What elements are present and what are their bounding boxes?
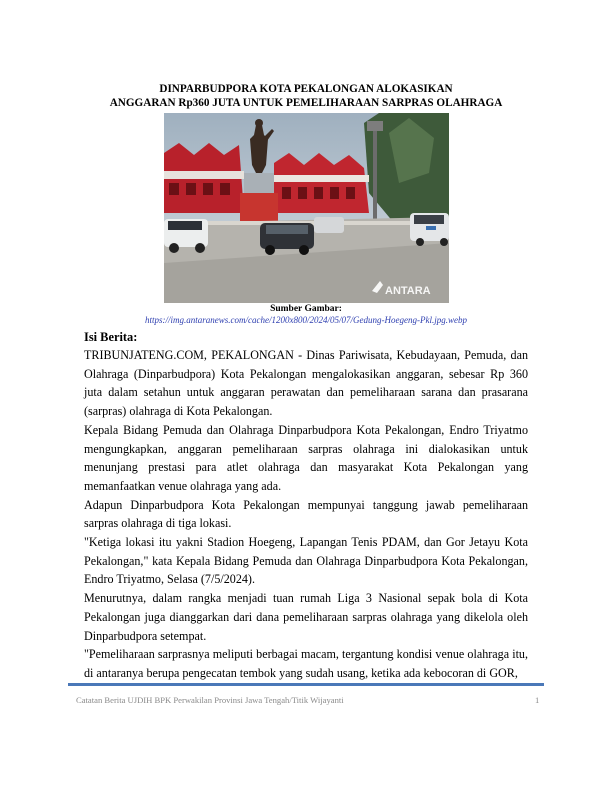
footer-text: Catatan Berita UJDIH BPK Perwakilan Provinsi Jawa Tengah/Titik Wijayanti [76, 695, 344, 705]
paragraph: TRIBUNJATENG.COM, PEKALONGAN - Dinas Pariwisata, Kebudayaan, Pemuda, dan Olahraga (Dinparbudpora) Kota Pekalongan mengalokasikan anggaran, sebesar Rp 360 juta dalam setahun untuk anggaran perawatan dan pemeliharaan sarana dan prasarana (sarpras) olahraga di Kota Pekalongan. [84, 348, 528, 419]
article-title [60, 82, 552, 110]
footer-divider [68, 683, 544, 686]
page-number: 1 [535, 695, 540, 705]
paragraph: Adapun Dinparbudpora Kota Pekalongan mempunyai tanggung jawab pemeliharaan sarpras olahraga di tiga lokasi. [84, 497, 528, 531]
paragraph: "Ketiga lokasi itu yakni Stadion Hoegeng, Lapangan Tenis PDAM, dan Gor Jetayu Kota Pekalongan," kata Kepala Bidang Pemuda dan Olahraga Dinparbudpora Kota Pekalongan, Endro Triyatmo, Selasa (7/5/2024). [84, 535, 528, 587]
paragraph: Menurutnya, dalam rangka menjadi tuan rumah Liga 3 Nasional sepak bola di Kota Pekalongan juga dianggarkan dari dana pemeliharaan sarpras olahraga yang dikelola oleh Dinparbudpora setempat. [84, 591, 528, 643]
paragraph: "Pemeliharaan sarprasnya meliputi berbagai macam, tergantung kondisi venue olahraga itu, di antaranya berupa pengecatan tembok yang sudah usang, ketika ada kebocoran di GOR, [84, 647, 528, 680]
paragraph: Kepala Bidang Pemuda dan Olahraga Dinparbudpora Kota Pekalongan, Endro Triyatmo mengungkapkan, anggaran pemeliharaan sarpras olahraga ini dialokasikan untuk menunjang prestasi para atlet olahraga dan masyarakat Kota Pekalongan yang memanfaatkan venue olahraga yang ada. [84, 422, 528, 493]
image-source-link[interactable]: https://img.antaranews.com/cache/1200x800/2024/05/07/Gedung-Hoegeng-Pkl.jpg.webp [145, 315, 467, 325]
title-line-1: DINPARBUDPORA KOTA PEKALONGAN ALOKASIKAN [159, 83, 453, 95]
title-line-2: ANGGARAN Rp360 JUTA UNTUK PEMELIHARAAN SARPRAS OLAHRAGA [109, 97, 503, 109]
section-heading: Isi Berita: [84, 330, 138, 344]
svg-text:ANTARA: ANTARA [385, 285, 431, 297]
news-photo [164, 113, 449, 303]
article-body [84, 346, 528, 683]
image-caption-label: Sumber Gambar: [270, 304, 342, 314]
